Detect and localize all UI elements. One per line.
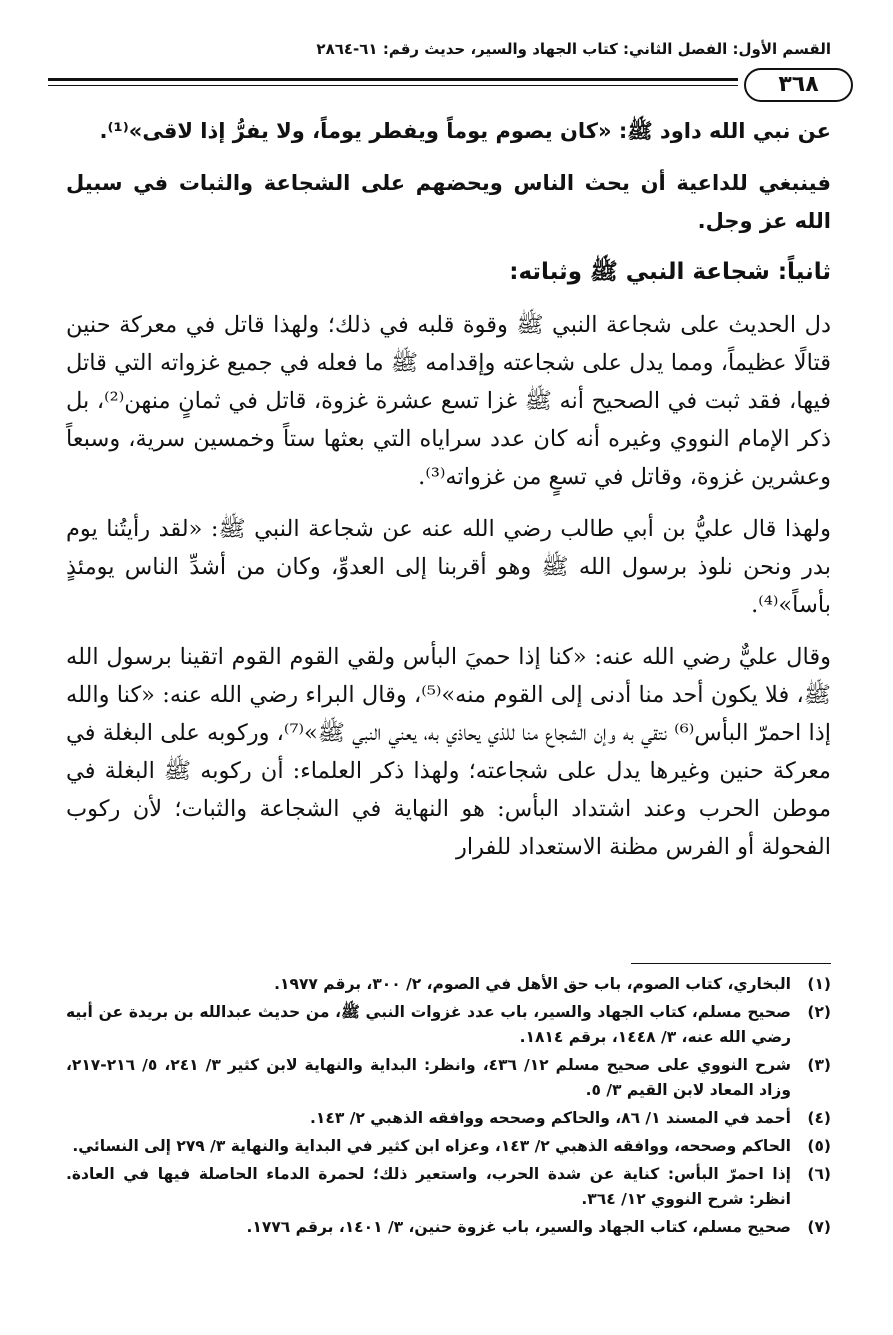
paragraph-courage: دل الحديث على شجاعة النبي ﷺ وقوة قلبه في ذلك؛ ولهذا قاتل في معركة حنين قتالًا عظيماً، ومما يدل على شجاعته وإقدامه ﷺ ما فعله في جميع غزواته التي قاتل فيها، فقد ثبت في الصحيح أنه ﷺ غزا تسع عشرة غزوة، قاتل في ثمانٍ منهن⁽²⁾، بل ذكر الإمام النووي وغيره أنه كان عدد سراياه التي بعثها ستاً وخمسين سرية، وسبعاً وعشرين غزوة، وقاتل في تسعٍ من غزواته⁽³⁾. xyxy=(66,312,831,490)
paragraph-dawud-hadith: عن نبي الله داود ﷺ: «كان يصوم يوماً ويفطر يوماً، ولا يفرُّ إذا لاقى»⁽¹⁾. xyxy=(99,119,831,143)
footnote xyxy=(66,1053,831,1103)
footnote-separator xyxy=(631,963,831,964)
footnote-text: البخاري، كتاب الصوم، باب حق الأهل في الصوم، ٢/ ٣٠٠، برقم ١٩٧٧. xyxy=(274,975,791,993)
footnote-text: الحاكم وصححه، ووافقه الذهبي ٢/ ١٤٣، وعزاه ابن كثير في البداية والنهاية ٣/ ٢٧٩ إلى النسائي. xyxy=(72,1137,791,1155)
footnote xyxy=(66,1162,831,1212)
footnote-number: (٤) xyxy=(807,1109,831,1127)
page-number: ٣٦٨ xyxy=(744,68,853,102)
footnote-number: (١) xyxy=(807,975,831,993)
footnote xyxy=(66,972,831,997)
footnote-text: إذا احمرّ البأس: كناية عن شدة الحرب، واستعير ذلك؛ لحمرة الدماء الحاصلة فيها في العادة. انظر: شرح النووي ١٢/ ٣٦٤. xyxy=(66,1165,791,1208)
header-rule-thin xyxy=(48,85,738,86)
header-rule-thick xyxy=(48,78,738,81)
main-text xyxy=(66,112,831,880)
paragraph-ali-badr: ولهذا قال عليُّ بن أبي طالب رضي الله عنه عن شجاعة النبي ﷺ: «لقد رأيتُنا يوم بدر ونحن نلوذ برسول الله ﷺ وهو أقربنا إلى العدوِّ، وكان من أشدِّ الناس يومئذٍ بأساً»⁽⁴⁾. xyxy=(66,516,831,618)
running-header: القسم الأول: الفصل الثاني: كتاب الجهاد والسير، حديث رقم: ٦١-٢٨٦٤ xyxy=(316,40,831,58)
header-rule xyxy=(48,68,853,102)
section-heading: ثانياً: شجاعة النبي ﷺ وثباته: xyxy=(509,259,831,285)
paragraph-ali-bara: وقال عليٌّ رضي الله عنه: «كنا إذا حميَ البأس ولقي القوم القوم اتقينا برسول الله ﷺ، فلا يكون أحد منا أدنى إلى القوم منه»⁽⁵⁾، وقال البراء رضي الله عنه: «كنا والله إذا احمرّ البأس⁽⁶⁾ نتقي به وإن الشجاع منا للذي يحاذي به، يعني النبي ﷺ»⁽⁷⁾، وركوبه على البغلة في معركة حنين وغيرها يدل على شجاعته؛ ولهذا ذكر العلماء: أن ركوبه ﷺ البغلة في موطن الحرب وعند اشتداد البأس: هو النهاية في الشجاعة والثبات؛ لأن ركوب الفحولة أو الفرس مظنة الاستعداد للفرار xyxy=(66,644,832,860)
footnote-text: صحيح مسلم، كتاب الجهاد والسير، باب عدد غزوات النبي ﷺ، من حديث عبدالله بن بريدة عن أبيه رضي الله عنه، ٣/ ١٤٤٨، برقم ١٨١٤. xyxy=(66,1003,791,1046)
footnote-text: صحيح مسلم، كتاب الجهاد والسير، باب غزوة حنين، ٣/ ١٤٠١، برقم ١٧٧٦. xyxy=(246,1218,791,1236)
paragraph-exhortation: فينبغي للداعية أن يحث الناس ويحضهم على الشجاعة والثبات في سبيل الله عز وجل. xyxy=(66,171,831,233)
footnote-number: (٣) xyxy=(807,1056,831,1074)
footnote xyxy=(66,1215,831,1240)
footnote xyxy=(66,1106,831,1131)
footnote xyxy=(66,1134,831,1159)
footnote-number: (٦) xyxy=(807,1165,831,1183)
footnote-text: أحمد في المسند ١/ ٨٦، والحاكم وصححه ووافقه الذهبي ٢/ ١٤٣. xyxy=(310,1109,791,1127)
footnote-number: (٧) xyxy=(807,1218,831,1236)
footnote-number: (٥) xyxy=(807,1137,831,1155)
footnote-number: (٢) xyxy=(807,1003,831,1021)
footnotes xyxy=(66,972,831,1243)
footnote-text: شرح النووي على صحيح مسلم ١٢/ ٤٣٦، وانظر: البداية والنهاية لابن كثير ٣/ ٢٤١، ٥/ ٢١٦-٢١٧، وزاد المعاد لابن القيم ٣/ ٥. xyxy=(66,1056,792,1099)
footnote xyxy=(66,1000,831,1050)
